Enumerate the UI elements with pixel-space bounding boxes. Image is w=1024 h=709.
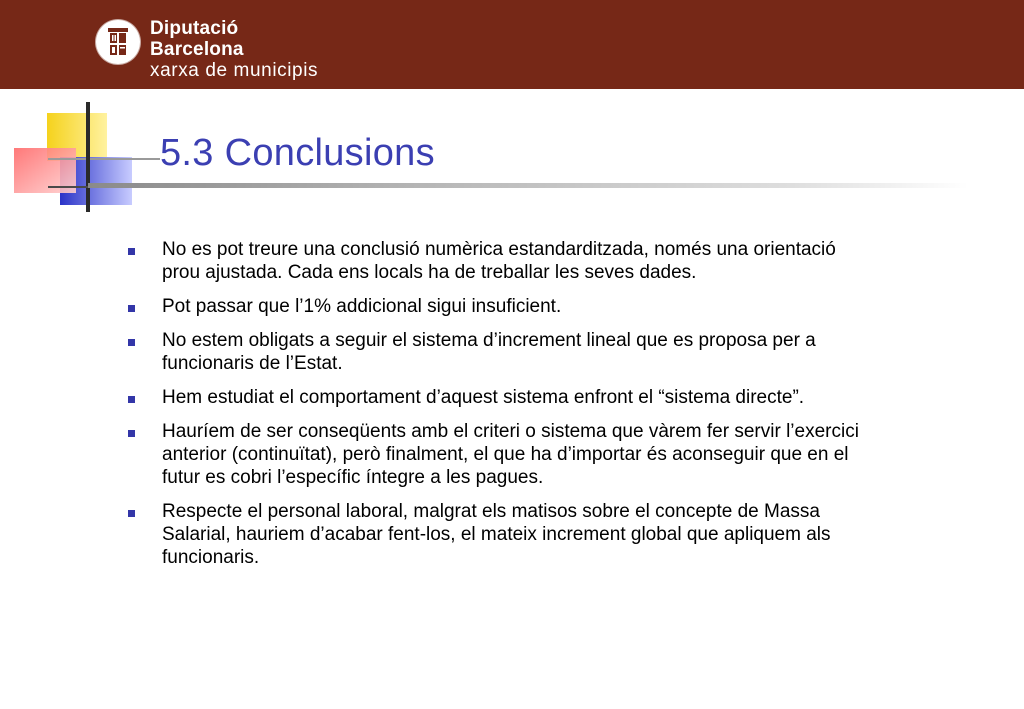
bullet-square-icon <box>128 248 135 255</box>
diputacio-logo-text <box>150 18 318 81</box>
logo-line-1: Diputació <box>150 18 239 39</box>
logo-line-3: xarxa de municipis <box>150 60 319 81</box>
bullet-text: No estem obligats a seguir el sistema d’increment lineal que es proposa per a funcionaris de l’Estat. <box>162 330 816 374</box>
deco-horizontal-line <box>48 158 160 160</box>
bullet-square-icon <box>128 510 135 517</box>
bullet-item <box>128 238 868 284</box>
deco-vertical-line <box>86 102 90 212</box>
slide-title: 5.3 Conclusions <box>160 132 435 174</box>
bullet-item <box>128 420 868 489</box>
bullet-list <box>128 238 868 580</box>
bullet-text: Hauríem de ser conseqüents amb el criteri o sistema que vàrem fer servir l’exercici anterior (continuïtat), però finalment, el que ha d’importar és aconseguir que en el futur es cobri l’específic íntegre a les pagues. <box>162 421 859 488</box>
bullet-item <box>128 500 868 569</box>
bullet-text: Pot passar que l’1% addicional sigui insuficient. <box>162 296 562 317</box>
title-underline <box>88 183 968 188</box>
logo-line-2: Barcelona <box>150 39 244 60</box>
bullet-square-icon <box>128 305 135 312</box>
diputacio-seal-icon <box>96 20 140 64</box>
bullet-square-icon <box>128 430 135 437</box>
bullet-text: Hem estudiat el comportament d’aquest sistema enfront el “sistema directe”. <box>162 387 805 408</box>
header-bar <box>0 0 1024 89</box>
bullet-item <box>128 329 868 375</box>
decorative-squares <box>0 100 160 215</box>
bullet-text: No es pot treure una conclusió numèrica estandarditzada, només una orientació prou ajustada. Cada ens locals ha de treballar les seves dades. <box>162 239 836 283</box>
bullet-item <box>128 295 868 318</box>
bullet-square-icon <box>128 339 135 346</box>
bullet-item <box>128 386 868 409</box>
bullet-text: Respecte el personal laboral, malgrat els matisos sobre el concepte de Massa Salarial, hauriem d’acabar fent-los, el mateix increment global que apliquem als funcionaris. <box>162 501 831 568</box>
bullet-square-icon <box>128 396 135 403</box>
